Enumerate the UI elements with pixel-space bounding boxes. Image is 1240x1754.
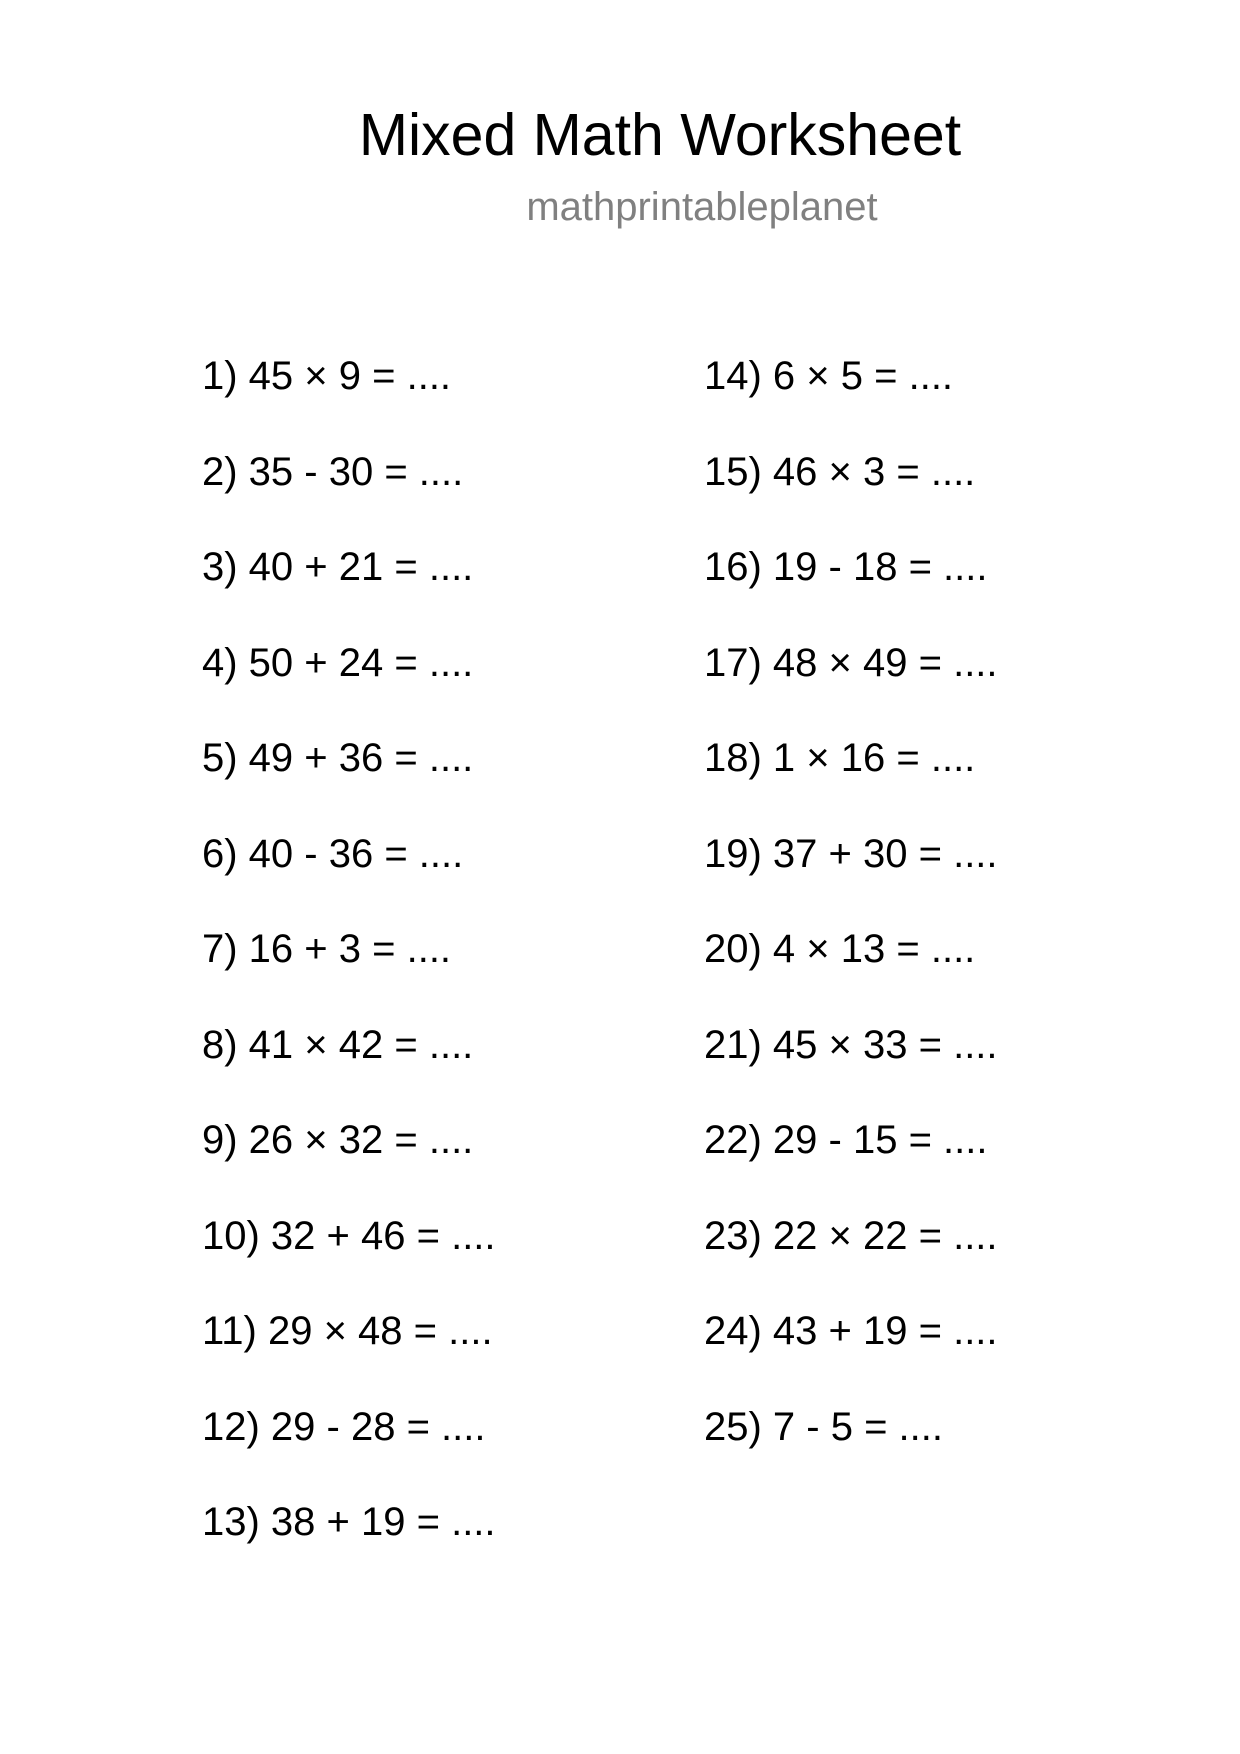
problem-19: 19) 37 + 30 = .... bbox=[704, 831, 998, 876]
problems-left-column bbox=[202, 352, 496, 1594]
problem-11: 11) 29 × 48 = .... bbox=[202, 1309, 493, 1353]
problem-12: 12) 29 - 28 = .... bbox=[202, 1404, 486, 1449]
problem-3: 3) 40 + 21 = .... bbox=[202, 545, 474, 589]
problem-15: 15) 46 × 3 = .... bbox=[704, 449, 976, 494]
problem-9: 9) 26 × 32 = .... bbox=[202, 1118, 474, 1162]
problem-8: 8) 41 × 42 = .... bbox=[202, 1022, 474, 1067]
problem-20: 20) 4 × 13 = .... bbox=[704, 927, 976, 971]
problem-16: 16) 19 - 18 = .... bbox=[704, 545, 988, 589]
problems-right-column bbox=[704, 352, 998, 1498]
problem-2: 2) 35 - 30 = .... bbox=[202, 449, 464, 494]
problem-17: 17) 48 × 49 = .... bbox=[704, 640, 998, 685]
problem-18: 18) 1 × 16 = .... bbox=[704, 736, 976, 780]
problem-21: 21) 45 × 33 = .... bbox=[704, 1022, 998, 1067]
problem-4: 4) 50 + 24 = .... bbox=[202, 640, 474, 685]
problem-1: 1) 45 × 9 = .... bbox=[202, 354, 452, 398]
page-subtitle: mathprintableplanet bbox=[526, 185, 878, 229]
problem-5: 5) 49 + 36 = .... bbox=[202, 736, 474, 780]
problem-25: 25) 7 - 5 = .... bbox=[704, 1404, 944, 1449]
problem-24: 24) 43 + 19 = .... bbox=[704, 1309, 998, 1353]
problem-22: 22) 29 - 15 = .... bbox=[704, 1118, 988, 1162]
problem-6: 6) 40 - 36 = .... bbox=[202, 831, 464, 876]
problem-10: 10) 32 + 46 = .... bbox=[202, 1213, 496, 1258]
problem-14: 14) 6 × 5 = .... bbox=[704, 354, 954, 398]
problem-7: 7) 16 + 3 = .... bbox=[202, 927, 452, 971]
page-title: Mixed Math Worksheet bbox=[358, 102, 962, 168]
problem-13: 13) 38 + 19 = .... bbox=[202, 1500, 496, 1544]
problem-23: 23) 22 × 22 = .... bbox=[704, 1213, 998, 1258]
